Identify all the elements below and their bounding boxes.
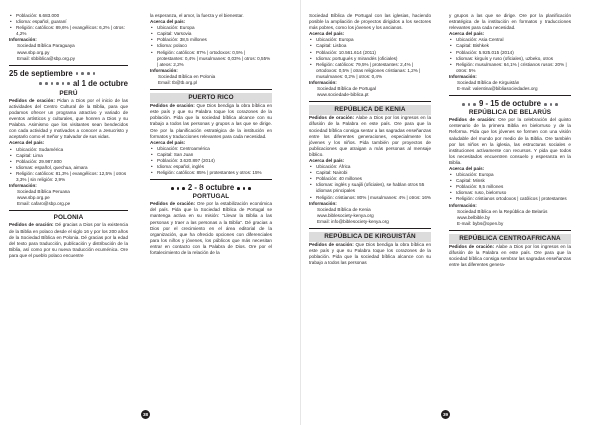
country-title-polonia: POLONIA bbox=[53, 214, 84, 222]
prayer-label: Pedidos de oración: bbox=[449, 117, 496, 123]
fact-item: • Población: 3.620.897 (2014) bbox=[150, 158, 272, 164]
prayer-label: Pedidos de oración: bbox=[150, 103, 195, 109]
country-data-label: Acerca del país: bbox=[150, 19, 186, 25]
country-data-label: Acerca del país: bbox=[9, 140, 45, 146]
prayer-paragraph bbox=[9, 98, 128, 141]
fact-item: • Idiomas: kirguís y ruso (oficiales), uzbeko, otros bbox=[449, 56, 571, 62]
country-data-label: Acerca del país: bbox=[449, 165, 485, 171]
fact-item: • Ubicación: Europa bbox=[449, 172, 571, 178]
fact-item: • Idiomas: inglés y suajili (oficiales), se hablan otros 55 idiomas principales bbox=[309, 182, 431, 194]
prayer-label: Pedidos de oración: bbox=[9, 97, 55, 103]
right-column-1 bbox=[309, 13, 431, 266]
fact-item: • Capital: Bishkek bbox=[449, 43, 571, 49]
fact-item: • Ubicación: Europa bbox=[150, 25, 272, 31]
info-label: Información: bbox=[9, 37, 37, 43]
fact-item: • Ubicación: África bbox=[309, 164, 431, 170]
prayer-text: Pidan a Dios por el inicio de las actividades del Centro Cultural de la Biblia, para que podamos ofrecer un programa atractivo y variado de eventos artísticos y culturales, que honren a Dios y su Palabra. Asimismo que los visitantes sean bendecidos con cada actividad y motivados a conocer a Jesucristo y aceptarlo como el Señor y Salvador de sus vidas. bbox=[9, 97, 129, 140]
prayer-paragraph bbox=[449, 117, 571, 166]
country-title-portugal: PORTUGAL bbox=[192, 193, 230, 201]
dots-decoration bbox=[171, 187, 185, 190]
left-column-1 bbox=[9, 13, 128, 259]
date-text: 2 - 8 octubre bbox=[187, 183, 235, 193]
country-title-peru: PERÚ bbox=[59, 89, 78, 97]
info-line: www.sbp.org.pe bbox=[17, 195, 50, 201]
fact-item: • Capital: San Juan bbox=[150, 152, 272, 158]
info-line: Sociedad Bíblica en la República de Belarús bbox=[457, 208, 548, 214]
info-line: www.sbp.org.py bbox=[17, 49, 50, 55]
prayer-text: Alabe a Dios por los ingresos en la difusión de la Palabra en este país. Ore para que la sociedad bíblica consiga sentar a las sagradas enseñanzas entre los diferentes generaciones, especialmente los jóvenes y los niños. Pida también por proyectos de publicaciones que atraigan a más personas al mensaje bíblico. bbox=[309, 115, 431, 157]
country-title-centroafricana: REPÚBLICA CENTROAFRICANA bbox=[449, 234, 571, 244]
continued-text: Sociedad Bíblica de Portugal con las iglesias, haciendo posible la ampliación de proyectos dirigidos a los sectores más pobres, como los jóvenes y los ancianos. bbox=[309, 13, 431, 31]
fact-item: • Religión: católicos: 81,3% | evangélicos: 12,5% | otros 3,3% | sin religión: 2,9% bbox=[9, 171, 128, 183]
fact-item: • Idiomas: ruso, bielorruso bbox=[449, 190, 571, 196]
info-label: Información: bbox=[449, 202, 477, 208]
fact-item: • Población: 5.925.015 (2014) bbox=[449, 50, 571, 56]
fact-item: • Religión: católicos: 89,6% | evangélicos: 6,2% | otros: 4,2% bbox=[9, 25, 128, 37]
week-date-heading bbox=[9, 69, 128, 89]
prayer-label: Pedidos de oración: bbox=[449, 243, 495, 249]
fact-item: • Idioma: español, guaraní bbox=[9, 19, 128, 25]
prayer-paragraph bbox=[150, 201, 272, 256]
fact-item: • Ubicación: Europa bbox=[309, 37, 431, 43]
section-divider bbox=[309, 101, 431, 102]
info-line: Sociedad Bíblica de Portugal bbox=[317, 86, 376, 92]
fact-item: • Capital: Lisboa bbox=[309, 43, 431, 49]
prayer-paragraph bbox=[309, 115, 431, 158]
country-data-label: Acerca del país: bbox=[150, 139, 186, 145]
prayer-text: Dé gracias a Dios por la existencia de la Biblia en polaco desde el siglo 16 y por los 200 años de la Sociedad Bíblica en Polonia. Dé gracias por la edad del texto para traducción, publicación y distribución de la Biblia, así como por su nueva traducción ecuménica. Ore para que el pueblo polaco encuentre bbox=[9, 222, 128, 258]
continued-text: y grupos a las que se dirige. Ore por la planificación estratégica de la institución en formatos y traducciones relevantes para cada necesidad. bbox=[449, 13, 571, 31]
fact-item: • Religión: cristianos ortodoxos | católicos | protestantes bbox=[449, 196, 571, 202]
right-page bbox=[300, 0, 600, 425]
section-divider bbox=[449, 230, 571, 231]
dots-decoration bbox=[39, 82, 70, 85]
section-divider bbox=[9, 210, 128, 211]
info-line: Sociedad Bíblica Peruana bbox=[17, 189, 70, 195]
country-data-label: Acerca del país: bbox=[309, 31, 345, 37]
info-line: www.sociedade-biblica.pt bbox=[317, 92, 369, 98]
country-data-label: Acerca del país: bbox=[449, 31, 485, 37]
prayer-paragraph bbox=[150, 103, 272, 140]
fact-item: • Religión: católicos: 87% | ortodoxos: 0,5% | protestantes: 0,4% | musulmanes: 0,03% | otros: 0,55% | ateos: 2,2% bbox=[150, 50, 272, 68]
fact-item: • Capital: Varsovia bbox=[150, 31, 272, 37]
fact-item: • Idiomas: español, quechua, aimara bbox=[9, 165, 128, 171]
info-line: Sociedad Bíblica de Kenia bbox=[317, 206, 371, 212]
prayer-label: Pedidos de oración: bbox=[150, 201, 196, 207]
section-divider bbox=[449, 95, 571, 96]
prayer-paragraph bbox=[9, 222, 128, 259]
info-line: Email: sbbiblica@sbp.org.py bbox=[17, 55, 76, 61]
dots-decoration bbox=[462, 103, 476, 106]
page-number: 39 bbox=[442, 412, 449, 417]
week-date-heading bbox=[150, 183, 272, 193]
info-line: www.belbible.by bbox=[457, 214, 490, 220]
info-label: Información: bbox=[309, 80, 337, 86]
section-divider bbox=[309, 228, 431, 229]
info-label: Información: bbox=[9, 183, 37, 189]
prayer-paragraph bbox=[449, 244, 571, 268]
page-number: 38 bbox=[142, 412, 149, 417]
info-line: Email: tb@tb.org.pl bbox=[158, 80, 198, 86]
info-label: Información: bbox=[150, 67, 178, 73]
section-divider bbox=[9, 65, 128, 66]
prayer-text: Que Dios bendiga la obra bíblica en este país y que su Palabra toque los corazones de la población. Pida que la sociedad bíblica alcance con su trabajo a todos las personas bbox=[309, 242, 432, 266]
fact-item: • Población: 29.987.800 bbox=[9, 159, 128, 165]
fact-item: • Religión: católicos: 85% | protestantes y otros: 15% bbox=[150, 170, 272, 176]
left-column-2 bbox=[150, 13, 272, 256]
fact-item: • Capital: Lima bbox=[9, 153, 128, 159]
fact-item: • Idioma: polaco bbox=[150, 43, 272, 49]
info-line: www.biblesociety-kenya.org bbox=[317, 212, 374, 218]
section-divider bbox=[150, 89, 272, 90]
dots-decoration bbox=[76, 72, 95, 75]
prayer-text: Ore por la celebración del quinto centenario de la primera Biblia en bielorruso y de la Reforma. Pida que los jóvenes se formen con una visión saludable del mundo por medio de la Biblia. Ore también por los niños en la iglesia, las estructuras sociales e instituciones activamente con recursos. Y pida que todos los necesitados encuentren consuelo y esperanza en la Biblia. bbox=[449, 117, 571, 165]
right-column-2 bbox=[449, 13, 571, 268]
fact-item: • Población: 6.683.000 bbox=[9, 13, 128, 19]
info-line: Sociedad Bíblica Paraguaya bbox=[17, 43, 75, 49]
fact-item: • Idioma: español, inglés bbox=[150, 164, 272, 170]
prayer-label: Pedidos de oración: bbox=[309, 115, 355, 121]
country-title-kenia: REPÚBLICA DE KENIA bbox=[309, 105, 431, 115]
prayer-paragraph bbox=[309, 242, 431, 266]
date-line-1: 25 de septiembre bbox=[9, 68, 73, 78]
prayer-label: Pedidos de oración: bbox=[309, 242, 354, 247]
fact-item: • Población: 38,5 millones bbox=[150, 37, 272, 43]
fact-item: • Idioma: portugués y mirandés (oficiales) bbox=[309, 56, 431, 62]
fact-item: • Capital: Nairobi bbox=[309, 170, 431, 176]
week-date-heading bbox=[449, 99, 571, 109]
country-title-belarus: REPÚBLICA DE BELARÚS bbox=[468, 109, 552, 117]
date-line-2: al 1 de octubre bbox=[72, 78, 128, 88]
country-title-puerto-rico: PUERTO RICO bbox=[150, 93, 272, 103]
section-divider bbox=[150, 179, 272, 180]
fact-item: • Ubicación: Asia Central bbox=[449, 37, 571, 43]
fact-item: • Población: 10.561.614 (2011) bbox=[309, 50, 431, 56]
info-label: Información: bbox=[309, 200, 337, 206]
country-data-label: Acerca del país: bbox=[309, 157, 345, 163]
fact-item: • Religión: musulmanes: 64,1% | cristianos rusos: 20% | otros: 5% bbox=[449, 62, 571, 74]
prayer-text: Alabe a Dios por los ingresos en la difusión de la Palabra en este país. Ore para que la sociedad bíblica consiga sembrar las sagradas enseñanzas entre las diferentes genera- bbox=[449, 243, 571, 268]
dots-decoration bbox=[237, 187, 251, 190]
prayer-label: Pedidos de oración: bbox=[9, 222, 54, 228]
info-line: E-mail: bybs@open.by bbox=[457, 220, 504, 226]
dots-decoration bbox=[544, 103, 558, 106]
info-line: Sociedad Bíblica de Kirguistán bbox=[457, 80, 520, 86]
prayer-text: Ore por la estabilización económica del país. Pida que la Sociedad Bíblica de Portugal se mantenga activa en su misión: "Llevar la Biblia a las personas y traer a las personas a la Biblia". Dé gracias a Dios por el crecimiento en el área editorial de la organización, que ha ofrecido opciones con diferenciales para los niños y jóvenes, los públicos que más necesitan entrar en contacto con la Palabra de Dios. Ore por el fortalecimiento de la relación de la bbox=[150, 201, 272, 255]
info-label: Información: bbox=[449, 73, 477, 79]
continued-text: la esperanza, el amor, la fuerza y el bienestar. bbox=[150, 13, 244, 18]
date-text: 9 - 15 de octubre bbox=[479, 99, 541, 109]
fact-item: • Ubicación: Sudamérica bbox=[9, 147, 128, 153]
info-line: Email: info@biblesociety-kenya.org bbox=[317, 218, 389, 224]
country-title-kirguistan: REPÚBLICA DE KIRGUISTÁN bbox=[309, 232, 431, 242]
info-line: Sociedad Bíblica en Polonia bbox=[158, 73, 216, 79]
fact-item: • Población: 40 millones bbox=[309, 176, 431, 182]
fact-item: • Ubicación: Centroamérica bbox=[150, 146, 272, 152]
fact-item: • Capital: Minsk bbox=[449, 178, 571, 184]
fact-item: • Población: 9,5 millones bbox=[449, 184, 571, 190]
fact-item: • Religión: cristianos: 80% | musulmanes: 4% | otros: 16% bbox=[309, 195, 431, 201]
info-line: Email: cafaro@sbp.org.pe bbox=[17, 201, 71, 207]
prayer-text: Que Dios bendiga la obra bíblica en este país y que su Palabra toque los corazones de la población. Pida que la sociedad bíblica alcance con su trabajo a todos las personas y grupos a las que se dirige. Ore por la planificación estratégica de la institución en formatos y traducciones relevantes para cada necesidad. bbox=[150, 103, 273, 139]
info-line: E-mail: valentina@bibliasociedades.org bbox=[457, 86, 538, 92]
fact-item: • Religión: católicos: 79,5% | protestantes: 2,4% | ortodoxos: 0,5% | otras religiones cristianas: 1,2% | musulmanes: 0,2% | otros: 0,4% bbox=[309, 62, 431, 80]
